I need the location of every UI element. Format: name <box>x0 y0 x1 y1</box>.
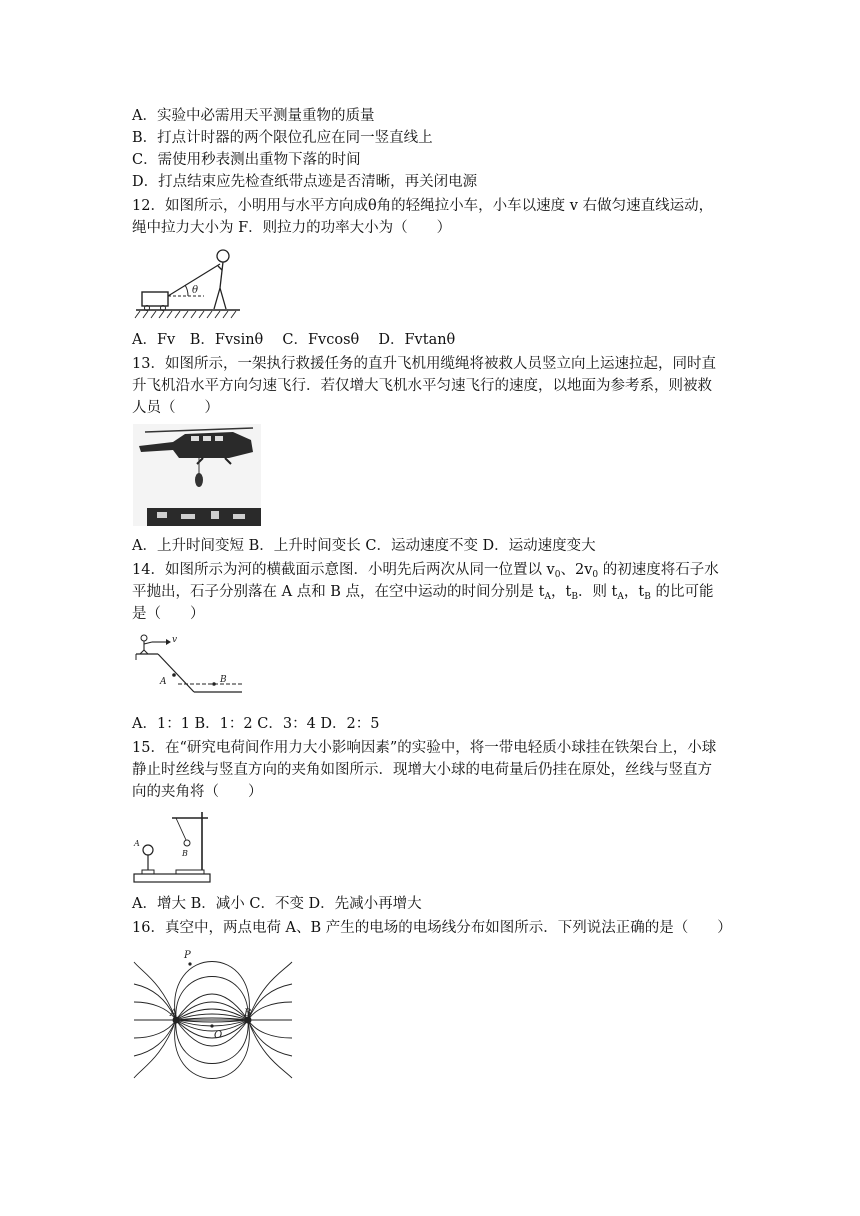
q13-stem-line1: 13．如图所示，一架执行救援任务的直升飞机用缆绳将被救人员竖立向上运速拉起，同时直 <box>132 356 716 372</box>
q14-options: A．1：1 B．1：2 C．3：4 D．2：5 <box>132 716 380 732</box>
q12-options: A．Fv B．Fvsinθ C．Fvcosθ D．Fvtanθ <box>132 332 456 348</box>
q13-figure-helicopter-photo <box>133 424 261 526</box>
q12-figure-cart-rope <box>132 244 244 320</box>
q13-stem-line2: 升飞机沿水平方向匀速飞行．若仅增大飞机水平匀速飞行的速度，以地面为参考系，则被救 <box>132 378 712 394</box>
q15-figure-iron-stand <box>132 806 212 886</box>
q16-figure-charge-b: B <box>244 1008 252 1019</box>
q14-stem-line1: 14．如图所示为河的横截面示意图．小明先后两次从同一位置以 $v_0$、$2v_0$ 的初速度将石子水 <box>132 562 719 580</box>
q13-options: A．上升时间变短 B．上升时间变长 C．运动速度不变 D．运动速度变大 <box>132 538 596 554</box>
q14-figure-point-b: B <box>220 675 227 685</box>
q12-stem-line1: 12．如图所示，小明用与水平方向成θ角的轻绳拉小车，小车以速度 v 右做匀速直线运动， <box>132 198 714 214</box>
q12-stem-line2: 绳中拉力大小为 F．则拉力的功率大小为（ ） <box>132 220 452 236</box>
q16-figure-electric-field-lines <box>132 942 294 1086</box>
q16-figure-charge-a: A <box>170 1008 178 1019</box>
q11-option-a: A．实验中必需用天平测量重物的质量 <box>132 108 375 124</box>
q16-figure-point-o: O <box>214 1030 223 1041</box>
q16-stem-line1: 16．真空中，两点电荷 A、B 产生的电场的电场线分布如图所示．下列说法正确的是（ ） <box>132 920 732 936</box>
q15-figure-sphere-a: A <box>134 839 140 848</box>
q14-stem-line3: 是（ ） <box>132 606 205 622</box>
q11-option-b: B．打点计时器的两个限位孔应在同一竖直线上 <box>132 130 433 146</box>
q15-stem-line3: 向的夹角将（ ） <box>132 784 263 800</box>
q15-stem-line1: 15．在“研究电荷间作用力大小影响因素”的实验中，将一带电轻质小球挂在铁架台上，小球 <box>132 740 717 756</box>
q12-figure-theta-label: θ <box>192 285 199 296</box>
q14-figure-v-label: v <box>172 635 178 645</box>
q16-figure-point-p: P <box>184 950 191 961</box>
q15-stem-line2: 静止时丝线与竖直方向的夹角如图所示．现增大小球的电荷量后仍挂在原处，丝线与竖直方 <box>132 762 712 778</box>
q15-options: A．增大 B．减小 C．不变 D．先减小再增大 <box>132 896 422 912</box>
q14-stem-line2: 平抛出，石子分别落在 A 点和 B 点，在空中运动的时间分别是 $t_A$，$t_B$．则 $t_A$，$t_B$ 的比可能 <box>132 584 714 602</box>
q14-figure-river-section <box>132 630 244 704</box>
q13-stem-line3: 人员（ ） <box>132 400 219 416</box>
q14-figure-point-a: A <box>160 677 167 687</box>
q15-figure-ball-b: B <box>182 849 188 858</box>
q11-option-c: C．需使用秒表测出重物下落的时间 <box>132 152 361 168</box>
q11-option-d: D．打点结束应先检查纸带点迹是否清晰，再关闭电源 <box>132 174 478 190</box>
